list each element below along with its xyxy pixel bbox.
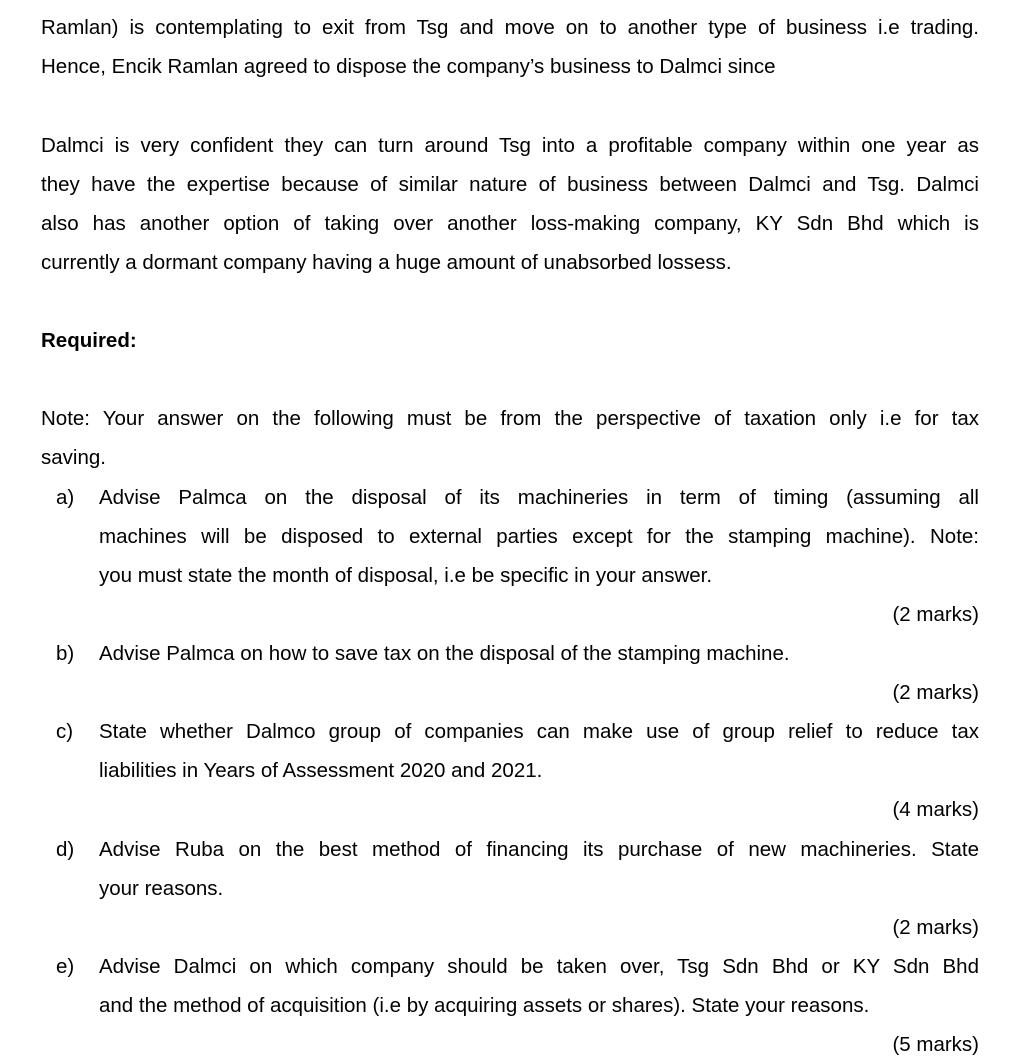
question-e-label: e) (56, 955, 75, 978)
question-a-line-3: you must state the month of disposal, i.e be specific in your answer. (99, 564, 713, 587)
question-a-label: a) (56, 486, 75, 509)
question-a-marks: (2 marks) (892, 603, 979, 626)
intro-line-1: Ramlan) is contemplating to exit from Tsg and move on to another type of business i.e trading. (41, 16, 979, 39)
question-c-line-1: State whether Dalmco group of companies can make use of group relief to reduce tax (99, 720, 979, 743)
question-d-label: d) (56, 838, 75, 861)
question-e-line-2: and the method of acquisition (i.e by acquiring assets or shares). State your reasons. (99, 994, 870, 1017)
question-b-line-1: Advise Palmca on how to save tax on the disposal of the stamping machine. (99, 642, 790, 665)
question-e-marks: (5 marks) (892, 1033, 979, 1056)
paragraph2-line-1: Dalmci is very confident they can turn around Tsg into a profitable company within one year as (41, 134, 979, 157)
question-c-label: c) (56, 720, 74, 743)
question-e-line-1: Advise Dalmci on which company should be taken over, Tsg Sdn Bhd or KY Sdn Bhd (99, 955, 979, 978)
paragraph2-line-2: they have the expertise because of similar nature of business between Dalmci and Tsg. Dalmci (41, 173, 979, 196)
question-d-line-2: your reasons. (99, 877, 224, 900)
note-line-2: saving. (41, 446, 106, 469)
question-d-line-1: Advise Ruba on the best method of financing its purchase of new machineries. State (99, 838, 979, 861)
question-c-marks: (4 marks) (892, 798, 979, 821)
question-a-line-2: machines will be disposed to external parties except for the stamping machine). Note: (99, 525, 979, 548)
note-line-1: Note: Your answer on the following must be from the perspective of taxation only i.e for tax (41, 407, 979, 430)
paragraph2-line-3: also has another option of taking over another loss-making company, KY Sdn Bhd which is (41, 212, 979, 235)
required-heading: Required: (41, 329, 137, 352)
question-d-marks: (2 marks) (892, 916, 979, 939)
question-a-line-1: Advise Palmca on the disposal of its machineries in term of timing (assuming all (99, 486, 979, 509)
paragraph2-line-4: currently a dormant company having a huge amount of unabsorbed lossess. (41, 251, 732, 274)
intro-line-2: Hence, Encik Ramlan agreed to dispose the company’s business to Dalmci since (41, 55, 776, 78)
question-b-label: b) (56, 642, 75, 665)
question-b-marks: (2 marks) (892, 681, 979, 704)
question-c-line-2: liabilities in Years of Assessment 2020 and 2021. (99, 759, 543, 782)
